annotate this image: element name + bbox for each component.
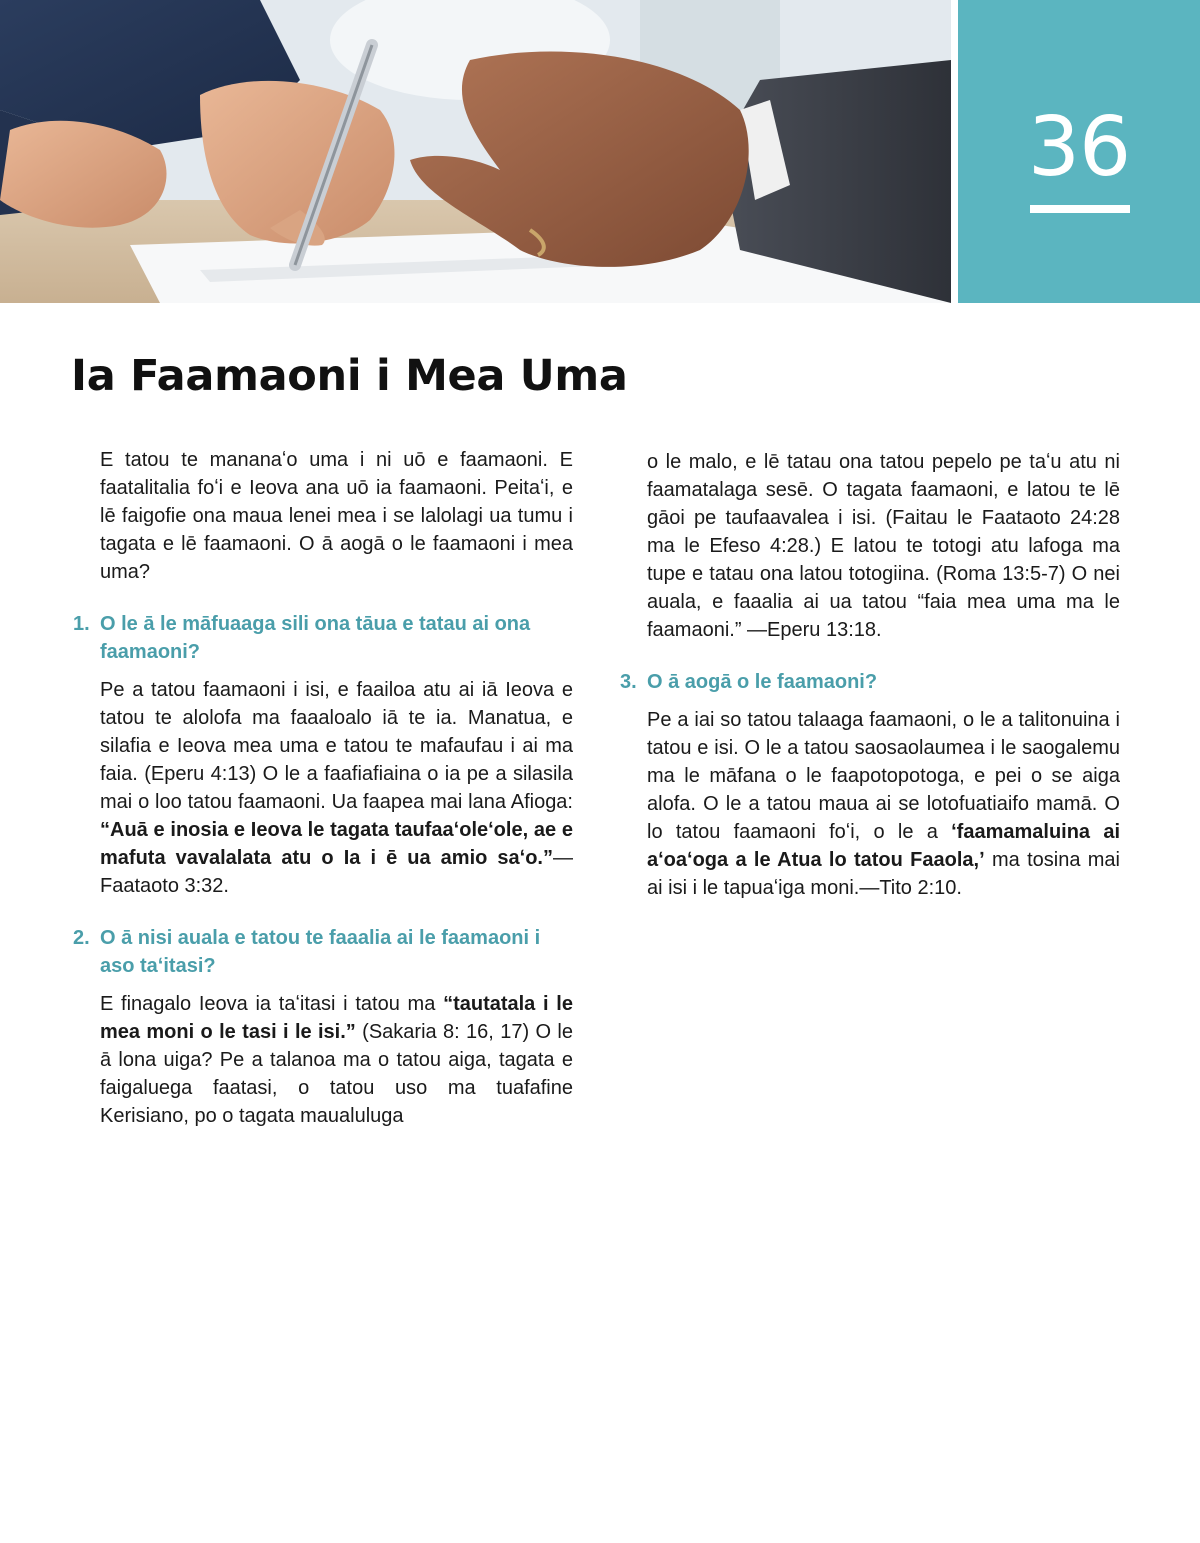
handshake-contract-illustration bbox=[0, 0, 951, 303]
question-3 bbox=[620, 668, 1120, 696]
answer-2-continuation: o le malo, e lē tatau ona tatou pepelo pe taʻu atu ni faamatalaga sesē. O tagata faamaoni, e latou te lē gāoi pe taufaavalea i isi. (Faitau le Faataoto 24:28 ma le Efeso 4:28.) E latou te totogi atu lafoga ma tupe e tatau ona latou totogiina. (Roma 13:5-7) O nei auala, e faaalia ai ua tatou “faia mea uma ma le faamaoni.” —Eperu 13:18. bbox=[647, 451, 1120, 641]
answer-3-paragraph bbox=[647, 706, 1120, 902]
answer-1-paragraph bbox=[100, 676, 573, 900]
answer-3-text-continued: ma tosina mai ai isi i le tapuaʻiga moni.—Tito 2:10. bbox=[647, 849, 1120, 899]
lesson-number-box bbox=[958, 0, 1200, 303]
question-3-text: O ā aogā o le faamaoni? bbox=[647, 671, 878, 693]
answer-2-text: E finagalo Ieova ia taʻitasi i tatou ma bbox=[100, 993, 444, 1015]
question-3-number: 3. bbox=[620, 671, 637, 693]
question-1-number: 1. bbox=[73, 613, 90, 635]
answer-3-text: Pe a iai so tatou talaaga faamaoni, o le a talitonuina i tatou e isi. O le a tatou saosaolaumea i le saogalemu ma le māfana o le faapotopotoga, e pei o se aiga alofa. O le a tatou maua ai se lotofuatiaifo mamā. O lo tatou faamaoni foʻi, o le a bbox=[647, 709, 1120, 843]
answer-3-scripture-quote: ʻfaamamaluina ai aʻoaʻoga a le Atua lo tatou Faaola,ʼ bbox=[647, 821, 1120, 871]
answer-2-text-continued: (Sakaria 8: 16, 17) O le ā lona uiga? Pe a talanoa ma o tatou aiga, tagata e faigaluega faatasi, o tatou uso ma tuafafine Kerisiano, po o tagata maualuluga bbox=[100, 1021, 574, 1127]
answer-1-scripture-quote: “Auā e inosia e Ieova le tagata taufaaʻoleʻole, ae e mafuta vavalalata atu o Ia i ē ua amio saʻo.” bbox=[100, 819, 573, 869]
answer-2-scripture-quote: “tautatala i le mea moni o le tasi i le isi.” bbox=[100, 993, 573, 1043]
left-column bbox=[73, 446, 573, 1130]
question-2-number: 2. bbox=[73, 927, 90, 949]
question-2-text: O ā nisi auala e tatou te faaalia ai le faamaoni i aso taʻitasi? bbox=[100, 927, 541, 977]
lesson-number: 36 bbox=[1027, 100, 1131, 195]
question-1 bbox=[73, 610, 573, 666]
lesson-number-underline bbox=[1030, 205, 1130, 213]
answer-1-text: Pe a tatou faamaoni i isi, e faailoa atu ai iā Ieova e tatou te alolofa ma faaaloalo iā te ia. Manatua, e silafia e Ieova mea uma e tatou te mafaufau i ai ma faia. (Eperu 4:13) O le a faafiafiaina o ia pe a silasila mai o loo tatou faamaoni. Ua faapea mai lana Afioga: bbox=[100, 679, 573, 813]
page-title: Ia Faamaoni i Mea Uma bbox=[71, 351, 628, 401]
answer-1-reference: —Faataoto 3:32. bbox=[100, 847, 573, 897]
intro-paragraph: E tatou te mananaʻo uma i ni uō e faamaoni. E faatalitalia foʻi e Ieova ana uō ia faamaoni. Peitaʻi, e lē faigofie ona maua lenei mea i se lalolagi ua tumu i tagata e lē faamaoni. O ā aogā o le faamaoni i mea uma? bbox=[100, 449, 573, 583]
question-2 bbox=[73, 924, 573, 980]
right-column bbox=[620, 448, 1120, 902]
question-1-text: O le ā le māfuaaga sili ona tāua e tatau ai ona faamaoni? bbox=[100, 613, 531, 663]
answer-2-paragraph bbox=[100, 990, 573, 1130]
header-photo bbox=[0, 0, 951, 303]
